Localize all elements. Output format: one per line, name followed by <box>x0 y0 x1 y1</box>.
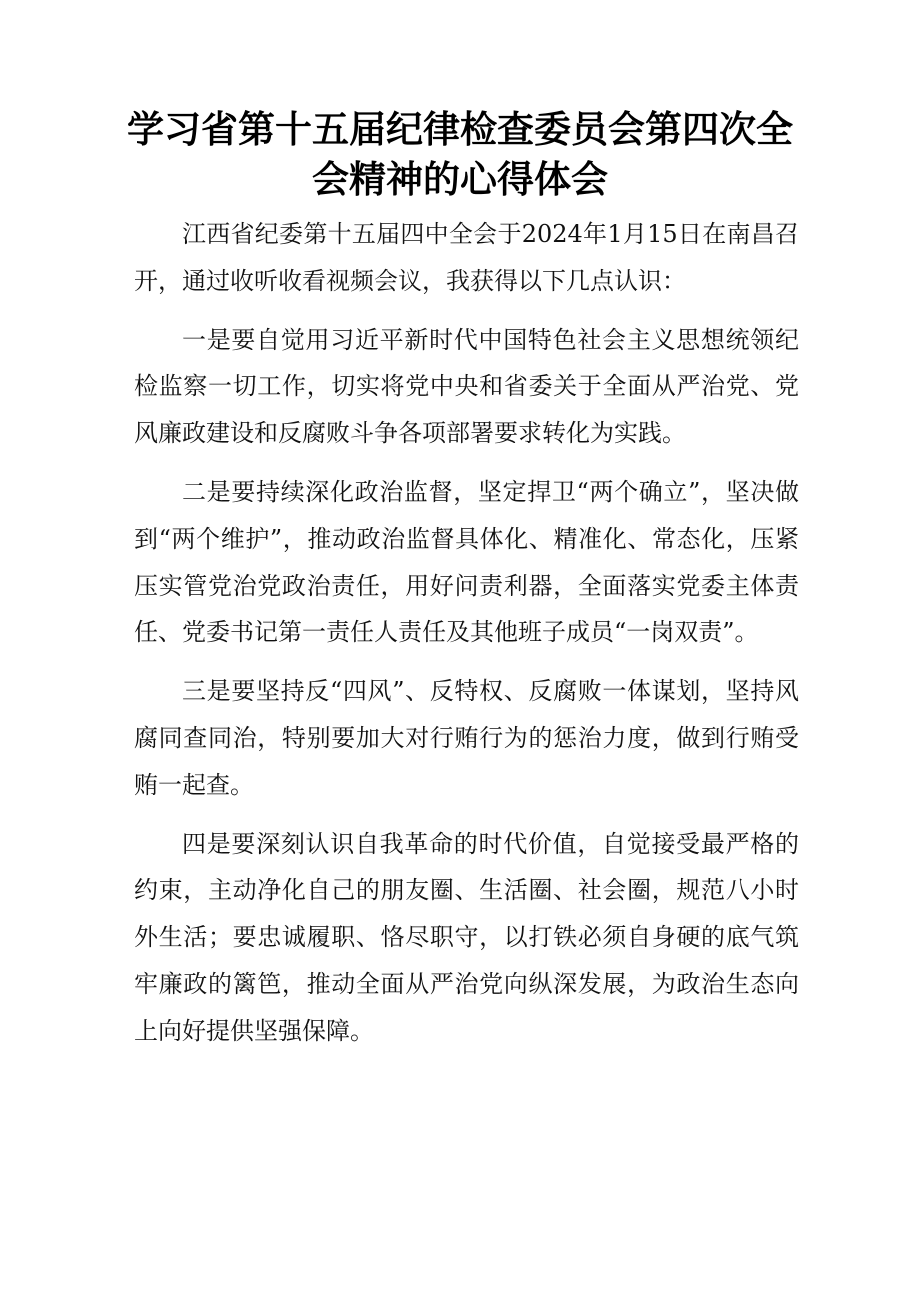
document-title-line-1: 学习省第十五届纪律检查委员会第四次全 <box>127 108 793 151</box>
paragraph-point-4: 四是要深刻认识自我革命的时代价值，自觉接受最严格的约束，主动净化自己的朋友圈、生活圈、社会圈，规范八小时外生活；要忠诚履职、恪尽职守，以打铁必须自身硬的底气筑牢廉政的篱笆，推动全面从严治党向纵深发展，为政治生态向上向好提供坚强保障。 <box>134 829 799 1045</box>
paragraph-point-3: 三是要坚持反“四风”、反特权、反腐败一体谋划，坚持风腐同查同治，特别要加大对行贿行为的惩治力度，做到行贿受贿一起查。 <box>134 677 799 799</box>
paragraph-point-1: 一是要自觉用习近平新时代中国特色社会主义思想统领纪检监察一切工作，切实将党中央和省委关于全面从严治党、党风廉政建设和反腐败斗争各项部署要求转化为实践。 <box>134 325 799 448</box>
document-body <box>134 211 799 1067</box>
document-title-line-2: 会精神的心得体会 <box>312 158 608 201</box>
paragraph-intro: 江西省纪委第十五届四中全会于2024年1月15日在南昌召开，通过收听收看视频会议，我获得以下几点认识： <box>134 220 799 295</box>
paragraph-point-2: 二是要持续深化政治监督，坚定捍卫“两个确立”，坚决做到“两个维护”，推动政治监督具体化、精准化、常态化，压紧压实管党治党政治责任，用好问责利器，全面落实党委主体责任、党委书记第一责任人责任及其他班子成员“一岗双责”。 <box>134 477 799 647</box>
